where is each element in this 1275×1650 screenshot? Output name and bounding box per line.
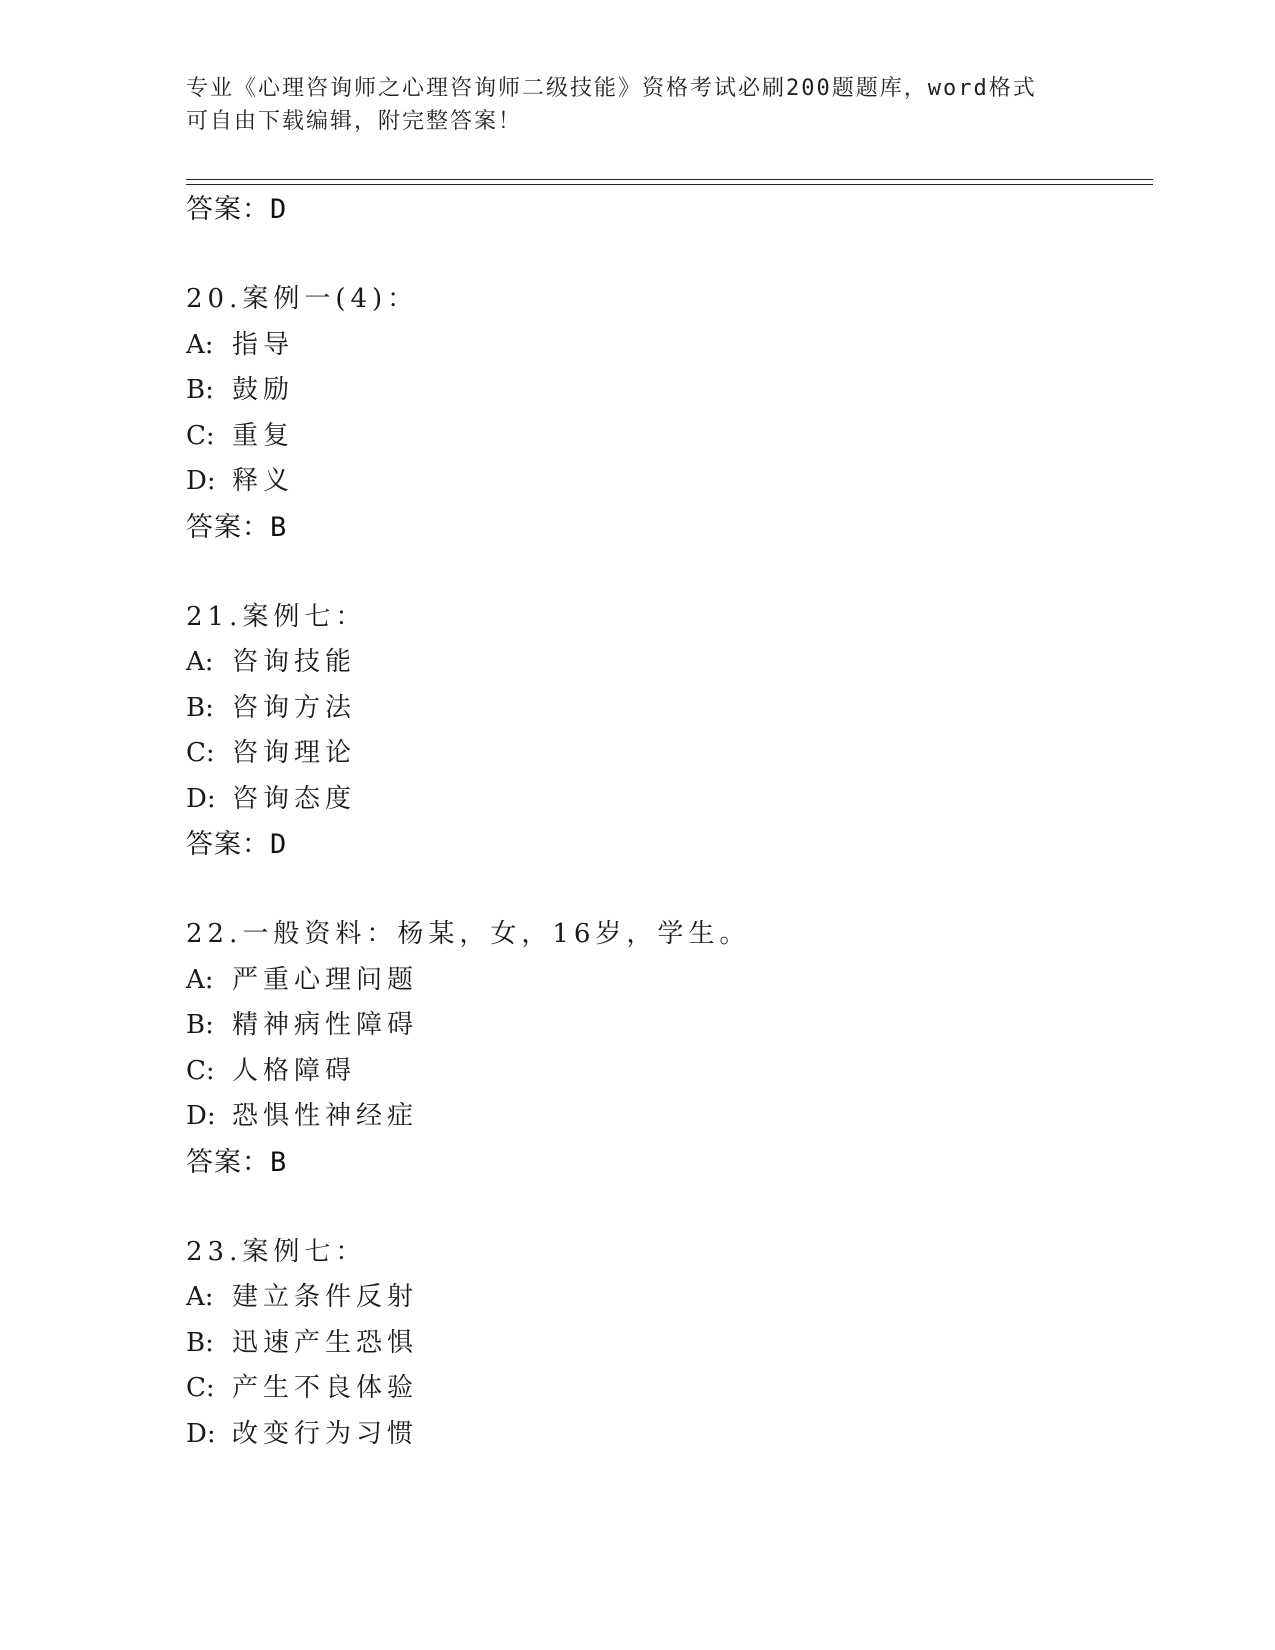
option-letter: C: (186, 738, 215, 768)
answer-line: 答案：B (186, 511, 288, 543)
option-text: 释义 (232, 466, 295, 496)
option-d (186, 1412, 1146, 1458)
option-c (186, 414, 1146, 460)
option-c (186, 1366, 1146, 1412)
option-letter: D: (186, 783, 216, 814)
question-block (186, 595, 1146, 869)
option-text: 恐惧性神经症 (232, 1101, 419, 1131)
question-stem: 20.案例一(4)： (186, 284, 419, 314)
option-text: 严重心理问题 (232, 964, 419, 995)
option-text: 指导 (232, 329, 295, 360)
option-text: 咨询技能 (232, 647, 357, 677)
option-text: 改变行为习惯 (232, 1418, 419, 1449)
option-letter: A: (186, 1282, 214, 1312)
option-letter: C: (186, 420, 215, 451)
question-stem: 23.案例七： (186, 1236, 367, 1267)
option-b (186, 1321, 1146, 1367)
document-header (186, 72, 1086, 138)
document-body (186, 187, 1146, 1457)
option-letter: D: (186, 1418, 216, 1449)
option-letter: D: (186, 1101, 216, 1131)
option-b (186, 686, 1146, 732)
option-text: 咨询态度 (232, 783, 357, 814)
option-letter: A: (186, 647, 214, 677)
option-text: 咨询理论 (232, 738, 357, 768)
option-text: 产生不良体验 (232, 1373, 419, 1403)
answer-line: 答案：D (186, 194, 288, 225)
option-letter: D: (186, 466, 216, 496)
option-letter: B: (186, 1327, 214, 1358)
option-letter: B: (186, 692, 214, 723)
option-text: 迅速产生恐惧 (232, 1327, 419, 1358)
question-stem: 21.案例七： (186, 601, 367, 632)
header-line-1: 专业《心理咨询师之心理咨询师二级技能》资格考试必刷200题题库，word格式 (186, 76, 1037, 101)
option-b (186, 1003, 1146, 1049)
option-d (186, 459, 1146, 505)
option-text: 鼓励 (232, 375, 295, 405)
header-divider-bottom (186, 184, 1153, 185)
option-letter: C: (186, 1055, 215, 1086)
option-letter: B: (186, 375, 214, 405)
option-text: 精神病性障碍 (232, 1010, 419, 1040)
question-block (186, 277, 1146, 551)
option-b (186, 368, 1146, 414)
option-text: 重复 (232, 420, 295, 451)
option-text: 咨询方法 (232, 692, 357, 723)
header-divider-top (186, 179, 1153, 180)
option-a (186, 323, 1146, 369)
option-c (186, 731, 1146, 777)
option-letter: B: (186, 1010, 214, 1040)
option-a (186, 640, 1146, 686)
question-block (186, 912, 1146, 1186)
option-letter: A: (186, 329, 214, 360)
option-d (186, 1094, 1146, 1140)
option-letter: C: (186, 1373, 215, 1403)
option-text: 建立条件反射 (232, 1282, 419, 1312)
question-stem: 22.一般资料：杨某，女，16岁，学生。 (186, 919, 751, 949)
option-letter: A: (186, 964, 214, 995)
header-line-2: 可自由下载编辑，附完整答案！ (186, 109, 523, 134)
option-d (186, 777, 1146, 823)
answer-line: 答案：B (186, 1146, 288, 1178)
option-a (186, 1275, 1146, 1321)
answer-line: 答案：D (186, 829, 288, 860)
option-a (186, 958, 1146, 1004)
option-c (186, 1049, 1146, 1095)
option-text: 人格障碍 (232, 1055, 357, 1086)
question-block (186, 1230, 1146, 1458)
